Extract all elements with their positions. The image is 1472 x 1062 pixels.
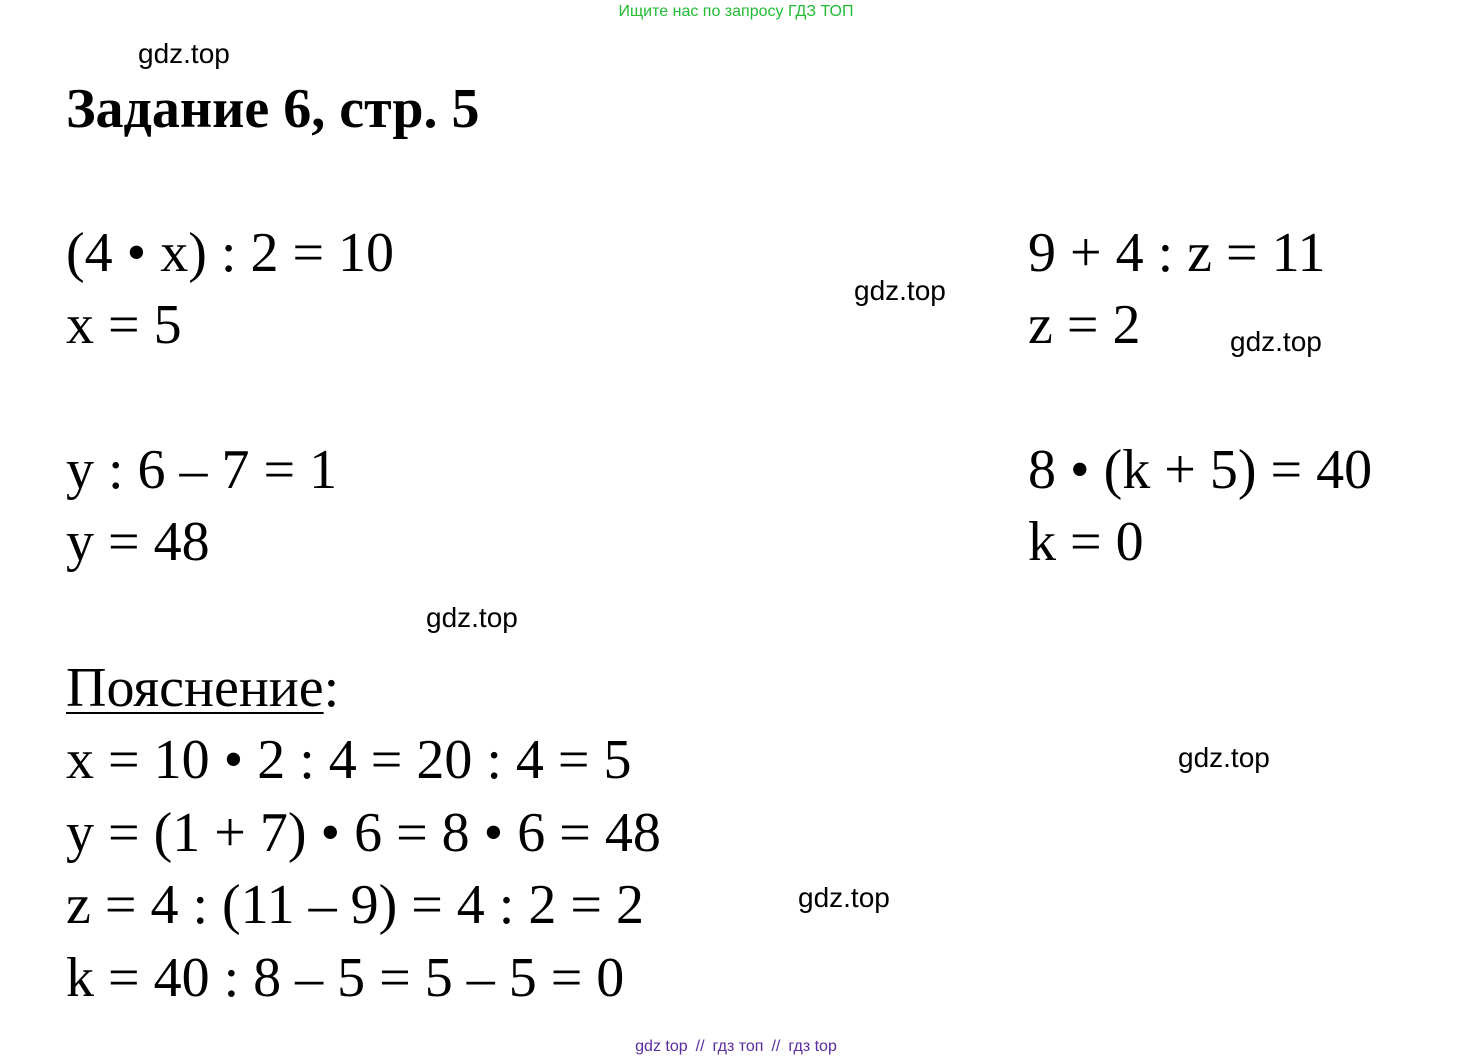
equation-2-problem: 9 + 4 : z = 11 (1028, 222, 1326, 284)
equation-2-answer: z = 2 (1028, 294, 1141, 356)
equation-1-answer: x = 5 (66, 294, 182, 356)
explanation-line-4: k = 40 : 8 – 5 = 5 – 5 = 0 (66, 947, 625, 1009)
watermark: gdz.top (1178, 742, 1270, 773)
page-title: Задание 6, стр. 5 (66, 78, 480, 140)
footer-link-3[interactable]: гдз top (788, 1038, 837, 1055)
watermark: gdz.top (1230, 326, 1322, 357)
watermark: gdz.top (854, 275, 946, 306)
footer-links (0, 1036, 1472, 1058)
footer-link-2[interactable]: гдз топ (712, 1038, 764, 1055)
explanation-heading-colon: : (323, 657, 340, 719)
explanation-line-2: y = (1 + 7) • 6 = 8 • 6 = 48 (66, 802, 661, 864)
equation-1-problem: (4 • x) : 2 = 10 (66, 222, 395, 284)
equation-3-answer: y = 48 (66, 511, 210, 573)
equation-3-problem: y : 6 – 7 = 1 (66, 439, 338, 501)
watermark: gdz.top (138, 38, 230, 69)
watermark: gdz.top (798, 882, 890, 913)
explanation-heading (66, 656, 339, 720)
footer-link-1[interactable]: gdz top (635, 1038, 688, 1055)
explanation-line-1: x = 10 • 2 : 4 = 20 : 4 = 5 (66, 729, 632, 791)
equation-4-answer: k = 0 (1028, 511, 1144, 573)
top-banner[interactable]: Ищите нас по запросу ГДЗ ТОП (618, 3, 854, 20)
watermark: gdz.top (426, 602, 518, 633)
explanation-heading-text: Пояснение (66, 657, 324, 719)
explanation-line-3: z = 4 : (11 – 9) = 4 : 2 = 2 (66, 874, 644, 936)
footer-separator: // (771, 1038, 781, 1055)
equation-4-problem: 8 • (k + 5) = 40 (1028, 439, 1373, 501)
footer-separator: // (695, 1038, 705, 1055)
